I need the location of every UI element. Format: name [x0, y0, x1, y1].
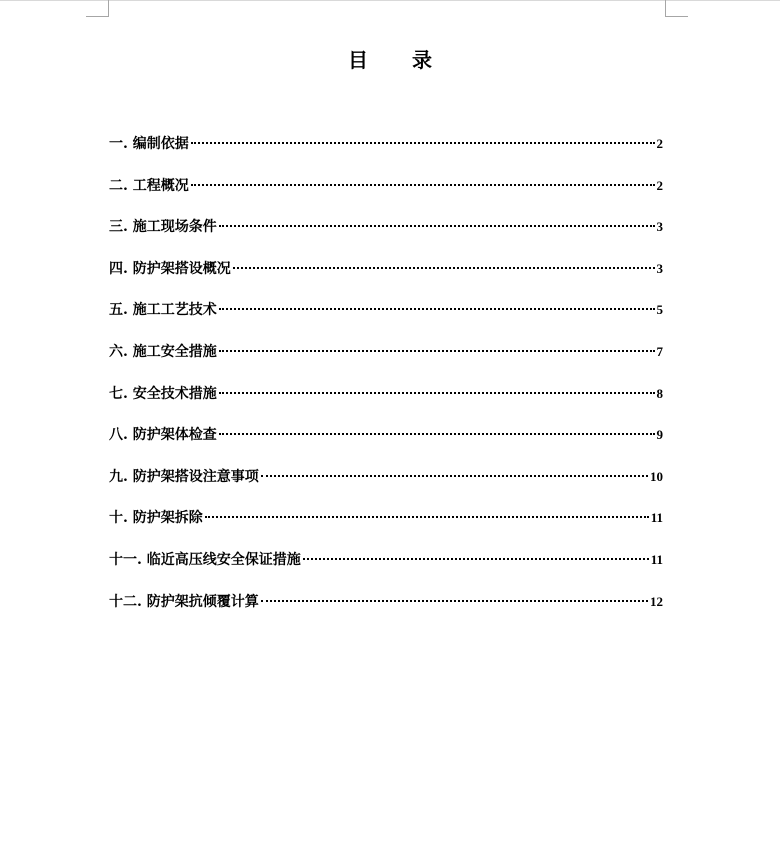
- title-char-1: 目: [348, 48, 368, 72]
- toc-entry-page: 9: [656, 427, 663, 443]
- table-of-contents: [109, 133, 663, 632]
- toc-entry-page: 10: [650, 468, 663, 484]
- toc-entry[interactable]: [109, 507, 663, 549]
- toc-entry-page: 5: [656, 302, 663, 318]
- toc-entry-page: 11: [650, 551, 663, 567]
- toc-entry[interactable]: [109, 591, 663, 633]
- toc-entry[interactable]: [109, 383, 663, 425]
- margin-corner-mark-left: [86, 0, 109, 17]
- dot-leader: [233, 267, 655, 269]
- toc-entry-label: 二. 工程概况: [109, 177, 189, 194]
- toc-entry-page: 2: [656, 177, 663, 193]
- toc-entry[interactable]: [109, 549, 663, 591]
- toc-entry-label: 十一. 临近高压线安全保证措施: [109, 551, 301, 568]
- toc-entry[interactable]: [109, 133, 663, 175]
- dot-leader: [261, 600, 648, 602]
- title-char-2: 录: [412, 48, 432, 72]
- toc-entry[interactable]: [109, 216, 663, 258]
- toc-entry[interactable]: [109, 299, 663, 341]
- margin-corner-mark-right: [665, 0, 688, 17]
- toc-entry-label: 七. 安全技术措施: [109, 385, 217, 402]
- toc-entry-label: 九. 防护架搭设注意事项: [109, 468, 259, 485]
- toc-entry-page: 2: [656, 136, 663, 151]
- toc-entry-label: 一. 编制依据: [109, 136, 189, 152]
- toc-entry-page: 8: [656, 385, 663, 401]
- toc-entry-label: 十二. 防护架抗倾覆计算: [109, 593, 259, 610]
- dot-leader: [219, 392, 655, 394]
- dot-leader: [191, 184, 655, 186]
- toc-entry-page: 3: [656, 219, 663, 235]
- toc-entry-label: 四. 防护架搭设概况: [109, 260, 231, 277]
- dot-leader: [219, 433, 655, 435]
- toc-entry-label: 八. 防护架体检查: [109, 427, 217, 444]
- page-top-edge: [0, 0, 780, 1]
- toc-entry-page: 3: [656, 260, 663, 276]
- dot-leader: [303, 558, 649, 560]
- dot-leader: [219, 225, 655, 227]
- toc-entry[interactable]: [109, 466, 663, 508]
- toc-entry[interactable]: [109, 424, 663, 466]
- toc-entry-label: 十. 防护架拆除: [109, 510, 203, 527]
- toc-entry-label: 三. 施工现场条件: [109, 219, 217, 236]
- toc-entry-page: 7: [656, 343, 663, 359]
- toc-entry[interactable]: [109, 341, 663, 383]
- dot-leader: [219, 308, 655, 310]
- dot-leader: [219, 350, 655, 352]
- toc-entry-label: 五. 施工工艺技术: [109, 302, 217, 319]
- toc-entry[interactable]: [109, 258, 663, 300]
- toc-entry-page: 12: [650, 593, 663, 609]
- dot-leader: [205, 516, 649, 518]
- toc-entry-label: 六. 施工安全措施: [109, 343, 217, 360]
- dot-leader: [261, 475, 648, 477]
- toc-entry-page: 11: [650, 510, 663, 526]
- dot-leader: [191, 142, 655, 144]
- toc-entry[interactable]: [109, 175, 663, 217]
- page-title: [0, 44, 780, 73]
